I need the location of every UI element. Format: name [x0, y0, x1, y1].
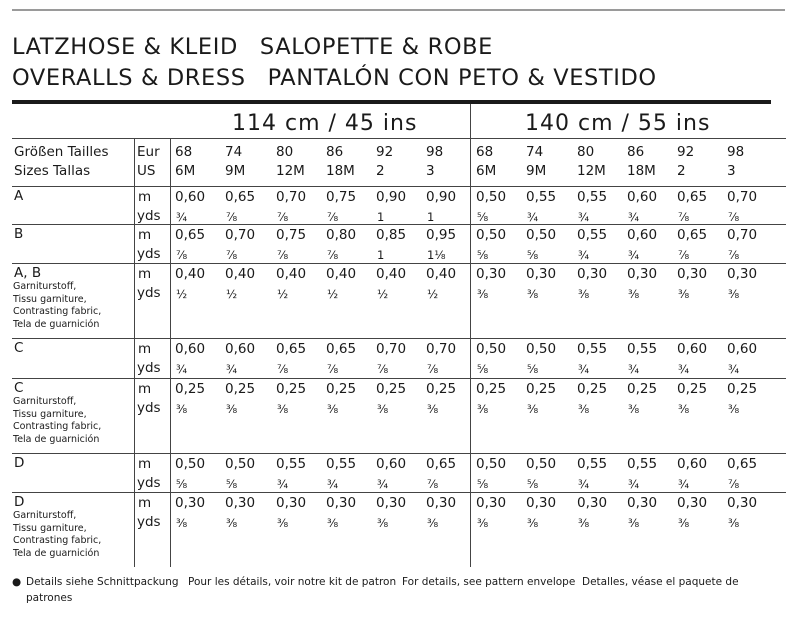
value-yards: ⅞ — [277, 248, 289, 262]
value-meters: 0,60 — [175, 189, 206, 205]
value-meters: 0,30 — [376, 495, 407, 511]
value-meters: 0,40 — [175, 266, 206, 282]
row-label: C — [14, 380, 24, 396]
value-meters: 0,70 — [426, 341, 457, 357]
value-meters: 0,25 — [175, 381, 206, 397]
size-eur: 86 — [326, 144, 344, 160]
row-note: Garniturstoff, — [13, 281, 77, 292]
value-meters: 0,70 — [276, 189, 307, 205]
value-yards: ⅞ — [226, 210, 238, 224]
value-meters: 0,50 — [476, 227, 507, 243]
value-yards: ¾ — [578, 477, 590, 491]
value-meters: 0,25 — [677, 381, 708, 397]
value-yards: ⅞ — [678, 248, 690, 262]
top-rule — [12, 9, 785, 11]
row-note: Contrasting fabric, — [13, 306, 102, 317]
value-yards: ⅜ — [527, 402, 539, 416]
row-label: D — [14, 494, 25, 510]
value-meters: 0,30 — [426, 495, 457, 511]
value-meters: 0,60 — [225, 341, 256, 357]
value-meters: 0,25 — [727, 381, 758, 397]
value-meters: 0,30 — [627, 266, 658, 282]
value-yards: ¾ — [176, 362, 188, 376]
value-yards: ⅞ — [176, 248, 188, 262]
value-meters: 0,30 — [677, 266, 708, 282]
value-yards: ⅜ — [427, 402, 439, 416]
title-english: OVERALLS & DRESS — [12, 65, 246, 91]
label-column-line — [134, 138, 135, 567]
title-underline — [12, 100, 771, 104]
size-eur: 92 — [376, 144, 394, 160]
value-meters: 0,65 — [426, 456, 457, 472]
value-meters: 0,55 — [526, 189, 557, 205]
value-yards: ¾ — [628, 248, 640, 262]
value-yards: ¾ — [678, 362, 690, 376]
value-meters: 0,55 — [326, 456, 357, 472]
value-yards: ⅞ — [427, 477, 439, 491]
value-yards: ¾ — [628, 477, 640, 491]
row-note: Tela de guarnición — [13, 433, 100, 445]
value-yards: ⅜ — [678, 516, 690, 530]
value-meters: 0,85 — [376, 227, 407, 243]
value-meters: 0,65 — [225, 189, 256, 205]
value-yards: ⅝ — [176, 477, 188, 491]
value-meters: 0,25 — [627, 381, 658, 397]
size-us: 6M — [175, 163, 196, 179]
value-yards: ⅜ — [176, 516, 188, 530]
value-meters: 0,30 — [727, 495, 758, 511]
value-yards: ¾ — [678, 477, 690, 491]
value-yards: ⅞ — [327, 248, 339, 262]
value-yards: 1 — [377, 248, 385, 262]
value-yards: ⅜ — [578, 287, 590, 301]
value-meters: 0,30 — [526, 266, 557, 282]
size-eur: 74 — [225, 144, 243, 160]
unit-label-eur: Eur — [137, 144, 160, 160]
value-meters: 0,25 — [225, 381, 256, 397]
value-meters: 0,60 — [627, 189, 658, 205]
value-yards: ¾ — [176, 210, 188, 224]
title-french: SALOPETTE & ROBE — [259, 34, 493, 60]
row-note: Garniturstoff, — [13, 396, 77, 407]
value-yards: ⅞ — [327, 210, 339, 224]
value-yards: ½ — [427, 287, 439, 301]
value-yards: ⅝ — [477, 210, 489, 224]
value-meters: 0,70 — [376, 341, 407, 357]
value-meters: 0,40 — [326, 266, 357, 282]
size-eur: 74 — [526, 144, 544, 160]
value-meters: 0,30 — [276, 495, 307, 511]
value-meters: 0,60 — [727, 341, 758, 357]
value-meters: 0,50 — [476, 189, 507, 205]
value-yards: ⅜ — [427, 516, 439, 530]
value-meters: 0,30 — [577, 495, 608, 511]
width-divider-line — [470, 104, 471, 567]
title-line-2 — [12, 67, 657, 90]
value-meters: 0,40 — [376, 266, 407, 282]
width-header-140: 140 cm / 55 ins — [525, 111, 711, 136]
value-meters: 0,55 — [577, 189, 608, 205]
row-note: Tissu garniture, — [13, 408, 87, 420]
size-us: 12M — [577, 163, 606, 179]
size-label-line-2: Sizes Tallas — [14, 163, 91, 179]
value-yards: ⅝ — [477, 248, 489, 262]
value-yards: ⅞ — [377, 362, 389, 376]
size-us: 18M — [627, 163, 656, 179]
row-note: Tissu garniture, — [13, 293, 87, 305]
value-yards: ⅜ — [176, 402, 188, 416]
row-separator-line — [12, 224, 786, 225]
size-eur: 98 — [426, 144, 444, 160]
value-meters: 0,55 — [276, 456, 307, 472]
value-yards: ⅞ — [327, 362, 339, 376]
value-meters: 0,95 — [426, 227, 457, 243]
row-label: A, B — [14, 265, 42, 281]
unit-yds-label: yds — [137, 208, 161, 224]
size-us: 9M — [225, 163, 246, 179]
value-yards: ⅞ — [277, 362, 289, 376]
value-meters: 0,65 — [677, 189, 708, 205]
unit-m-label: m — [138, 266, 152, 282]
row-label: A — [14, 188, 24, 204]
row-note: Garniturstoff, — [13, 510, 77, 521]
value-yards: ¾ — [578, 248, 590, 262]
width-header-114: 114 cm / 45 ins — [232, 111, 418, 136]
value-meters: 0,40 — [276, 266, 307, 282]
value-yards: ⅜ — [226, 516, 238, 530]
value-yards: ¾ — [377, 477, 389, 491]
value-meters: 0,55 — [577, 456, 608, 472]
value-yards: ⅜ — [728, 516, 740, 530]
value-meters: 0,25 — [476, 381, 507, 397]
size-eur: 92 — [677, 144, 695, 160]
title-line-1 — [12, 36, 493, 59]
value-meters: 0,90 — [376, 189, 407, 205]
value-yards: ⅝ — [226, 477, 238, 491]
value-yards: ¾ — [226, 362, 238, 376]
value-yards: ⅜ — [678, 402, 690, 416]
value-yards: ⅞ — [728, 210, 740, 224]
size-eur: 68 — [175, 144, 193, 160]
value-yards: ⅞ — [678, 210, 690, 224]
size-us: 3 — [727, 163, 736, 179]
value-meters: 0,40 — [426, 266, 457, 282]
value-yards: ⅜ — [678, 287, 690, 301]
row-separator-line — [12, 378, 786, 379]
value-yards: ⅝ — [477, 362, 489, 376]
unit-m-label: m — [138, 189, 152, 205]
footer-german-cont: patrones — [26, 592, 73, 604]
value-meters: 0,65 — [677, 227, 708, 243]
value-meters: 0,30 — [526, 495, 557, 511]
unit-yds-label: yds — [137, 400, 161, 416]
value-meters: 0,30 — [677, 495, 708, 511]
value-yards: ¾ — [277, 477, 289, 491]
value-meters: 0,30 — [476, 495, 507, 511]
row-note: Tissu garniture, — [13, 522, 87, 534]
value-yards: ⅜ — [578, 402, 590, 416]
value-meters: 0,65 — [727, 456, 758, 472]
size-eur: 80 — [276, 144, 294, 160]
unit-m-label: m — [138, 381, 152, 397]
row-note: Contrasting fabric, — [13, 421, 102, 432]
unit-m-label: m — [138, 456, 152, 472]
value-meters: 0,60 — [677, 456, 708, 472]
value-yards: 1 — [377, 210, 385, 224]
value-meters: 0,25 — [276, 381, 307, 397]
row-label: D — [14, 455, 25, 471]
value-meters: 0,50 — [175, 456, 206, 472]
value-meters: 0,50 — [526, 227, 557, 243]
bullet-icon: ● — [12, 576, 22, 588]
value-yards: ⅝ — [527, 362, 539, 376]
value-yards: ½ — [327, 287, 339, 301]
value-yards: ⅝ — [477, 477, 489, 491]
footer-french: Pour les détails, voir notre kit de patron — [188, 576, 397, 588]
size-us: 6M — [476, 163, 497, 179]
value-meters: 0,50 — [476, 456, 507, 472]
value-yards: ⅜ — [377, 516, 389, 530]
value-meters: 0,40 — [225, 266, 256, 282]
row-note: Contrasting fabric, — [13, 535, 102, 546]
value-meters: 0,25 — [326, 381, 357, 397]
unit-m-label: m — [138, 495, 152, 511]
value-meters: 0,30 — [476, 266, 507, 282]
title-spanish: PANTALÓN CON PETO & VESTIDO — [267, 65, 657, 91]
value-yards: ½ — [277, 287, 289, 301]
size-eur: 80 — [577, 144, 595, 160]
value-yards: ⅜ — [377, 402, 389, 416]
footer-german: Details siehe Schnittpackung — [26, 576, 179, 588]
value-yards: ½ — [377, 287, 389, 301]
unit-yds-label: yds — [137, 360, 161, 376]
value-yards: ½ — [176, 287, 188, 301]
unit-m-label: m — [138, 227, 152, 243]
value-yards: ⅜ — [477, 287, 489, 301]
row-separator-line — [12, 263, 786, 264]
size-eur: 98 — [727, 144, 745, 160]
value-yards: 1⅛ — [427, 248, 446, 262]
value-yards: ⅜ — [226, 402, 238, 416]
value-yards: ⅜ — [628, 287, 640, 301]
value-meters: 0,60 — [627, 227, 658, 243]
value-yards: 1 — [427, 210, 435, 224]
value-meters: 0,80 — [326, 227, 357, 243]
unit-yds-label: yds — [137, 475, 161, 491]
row-separator-line — [12, 338, 786, 339]
value-meters: 0,25 — [376, 381, 407, 397]
value-yards: ¾ — [728, 362, 740, 376]
value-yards: ⅜ — [527, 287, 539, 301]
value-meters: 0,25 — [526, 381, 557, 397]
value-meters: 0,50 — [225, 456, 256, 472]
value-meters: 0,65 — [175, 227, 206, 243]
unit-label-us: US — [137, 163, 156, 179]
row-note: Tela de guarnición — [13, 318, 100, 330]
value-yards: ¾ — [628, 210, 640, 224]
header-top-line — [12, 138, 786, 139]
value-meters: 0,50 — [476, 341, 507, 357]
unit-yds-label: yds — [137, 514, 161, 530]
value-meters: 0,25 — [426, 381, 457, 397]
value-meters: 0,25 — [577, 381, 608, 397]
value-yards: ⅜ — [728, 287, 740, 301]
row-label: B — [14, 226, 24, 242]
value-meters: 0,70 — [225, 227, 256, 243]
value-yards: ⅞ — [728, 248, 740, 262]
value-meters: 0,30 — [175, 495, 206, 511]
unit-yds-label: yds — [137, 246, 161, 262]
value-meters: 0,75 — [276, 227, 307, 243]
value-yards: ¾ — [578, 210, 590, 224]
value-yards: ⅜ — [277, 402, 289, 416]
value-yards: ⅞ — [427, 362, 439, 376]
value-yards: ¾ — [527, 210, 539, 224]
value-yards: ⅜ — [578, 516, 590, 530]
footer-english: For details, see pattern envelope — [402, 576, 576, 588]
value-meters: 0,60 — [677, 341, 708, 357]
unit-column-line — [170, 138, 171, 567]
value-yards: ⅜ — [477, 516, 489, 530]
row-separator-line — [12, 492, 786, 493]
size-us: 2 — [376, 163, 385, 179]
value-meters: 0,60 — [376, 456, 407, 472]
value-yards: ⅜ — [628, 516, 640, 530]
value-yards: ⅝ — [527, 248, 539, 262]
row-note: Tela de guarnición — [13, 547, 100, 559]
value-meters: 0,30 — [577, 266, 608, 282]
value-meters: 0,75 — [326, 189, 357, 205]
value-meters: 0,55 — [577, 341, 608, 357]
value-meters: 0,30 — [727, 266, 758, 282]
value-meters: 0,90 — [426, 189, 457, 205]
value-meters: 0,30 — [326, 495, 357, 511]
value-meters: 0,60 — [175, 341, 206, 357]
value-meters: 0,55 — [577, 227, 608, 243]
value-yards: ⅝ — [527, 477, 539, 491]
value-yards: ⅞ — [728, 477, 740, 491]
value-yards: ¾ — [327, 477, 339, 491]
value-yards: ⅜ — [477, 402, 489, 416]
footer-spanish: Detalles, véase el paquete de — [582, 576, 739, 588]
value-meters: 0,70 — [727, 227, 758, 243]
value-meters: 0,50 — [526, 341, 557, 357]
value-meters: 0,30 — [627, 495, 658, 511]
value-meters: 0,50 — [526, 456, 557, 472]
size-us: 12M — [276, 163, 305, 179]
value-meters: 0,30 — [225, 495, 256, 511]
value-meters: 0,55 — [627, 456, 658, 472]
row-separator-line — [12, 186, 786, 187]
unit-yds-label: yds — [137, 285, 161, 301]
size-us: 9M — [526, 163, 547, 179]
value-yards: ⅜ — [628, 402, 640, 416]
value-yards: ⅜ — [327, 516, 339, 530]
value-yards: ⅜ — [277, 516, 289, 530]
size-label-line-1: Größen Tailles — [14, 144, 109, 160]
size-eur: 68 — [476, 144, 494, 160]
value-yards: ¾ — [578, 362, 590, 376]
size-us: 3 — [426, 163, 435, 179]
value-yards: ⅜ — [527, 516, 539, 530]
size-eur: 86 — [627, 144, 645, 160]
row-separator-line — [12, 453, 786, 454]
value-meters: 0,65 — [326, 341, 357, 357]
value-meters: 0,55 — [627, 341, 658, 357]
value-meters: 0,65 — [276, 341, 307, 357]
value-yards: ¾ — [628, 362, 640, 376]
unit-m-label: m — [138, 341, 152, 357]
value-yards: ⅞ — [277, 210, 289, 224]
value-yards: ½ — [226, 287, 238, 301]
size-us: 18M — [326, 163, 355, 179]
value-yards: ⅜ — [327, 402, 339, 416]
row-label: C — [14, 340, 24, 356]
size-us: 2 — [677, 163, 686, 179]
value-yards: ⅜ — [728, 402, 740, 416]
value-yards: ⅞ — [226, 248, 238, 262]
value-meters: 0,70 — [727, 189, 758, 205]
title-german: LATZHOSE & KLEID — [12, 34, 238, 60]
